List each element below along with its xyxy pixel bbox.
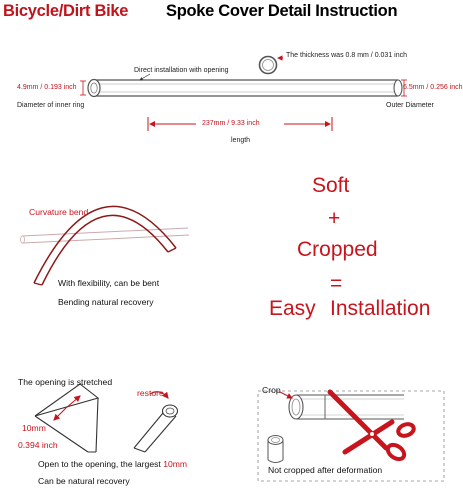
direct-install-label: Direct installation with opening [134, 67, 229, 74]
thickness-label: The thickness was 0.8 mm / 0.031 inch [286, 52, 407, 59]
feature-soft: Soft [312, 174, 350, 197]
inner-diameter-label: Diameter of inner ring [17, 102, 85, 109]
crop-label: Crop [262, 385, 281, 395]
feature-cropped: Cropped [297, 238, 378, 261]
inner-diameter-value: 4.9mm / 0.193 inch [17, 84, 77, 91]
length-value: 237mm / 9.33 inch [202, 120, 260, 127]
flexibility-text: With flexibility, can be bent [58, 278, 160, 288]
opening-size-inch: 0.394 inch [18, 440, 58, 450]
title-instruction: Spoke Cover Detail Instruction [166, 2, 398, 20]
crop-note: Not cropped after deformation [268, 465, 383, 475]
opening-note-1-value: 10mm [163, 459, 188, 469]
scissors-icon [330, 392, 415, 462]
restore-label: restore [137, 388, 164, 398]
feature-installation: Installation [330, 297, 431, 320]
opening-note-1 [38, 459, 187, 469]
length-label: length [231, 137, 251, 144]
opening-size-mm: 10mm [22, 423, 46, 433]
opening-note-1-prefix: Open to the opening, the largest [38, 459, 161, 469]
feature-plus: + [328, 207, 341, 230]
curvature-label: Curvature bend [29, 207, 89, 217]
curvature-tube-drawing [21, 206, 190, 285]
outer-diameter-label: Outer Diameter [386, 102, 434, 109]
feature-easy: Easy [269, 297, 316, 320]
recovery-text: Bending natural recovery [58, 297, 154, 307]
outer-diameter-value: 6.5mm / 0.256 inch [403, 84, 463, 91]
feature-equals: = [330, 272, 343, 295]
straight-tube-drawing [88, 80, 402, 97]
opening-title: The opening is stretched [18, 377, 113, 387]
title-product: Bicycle/Dirt Bike [3, 2, 129, 20]
opening-note-2: Can be natural recovery [38, 476, 130, 486]
